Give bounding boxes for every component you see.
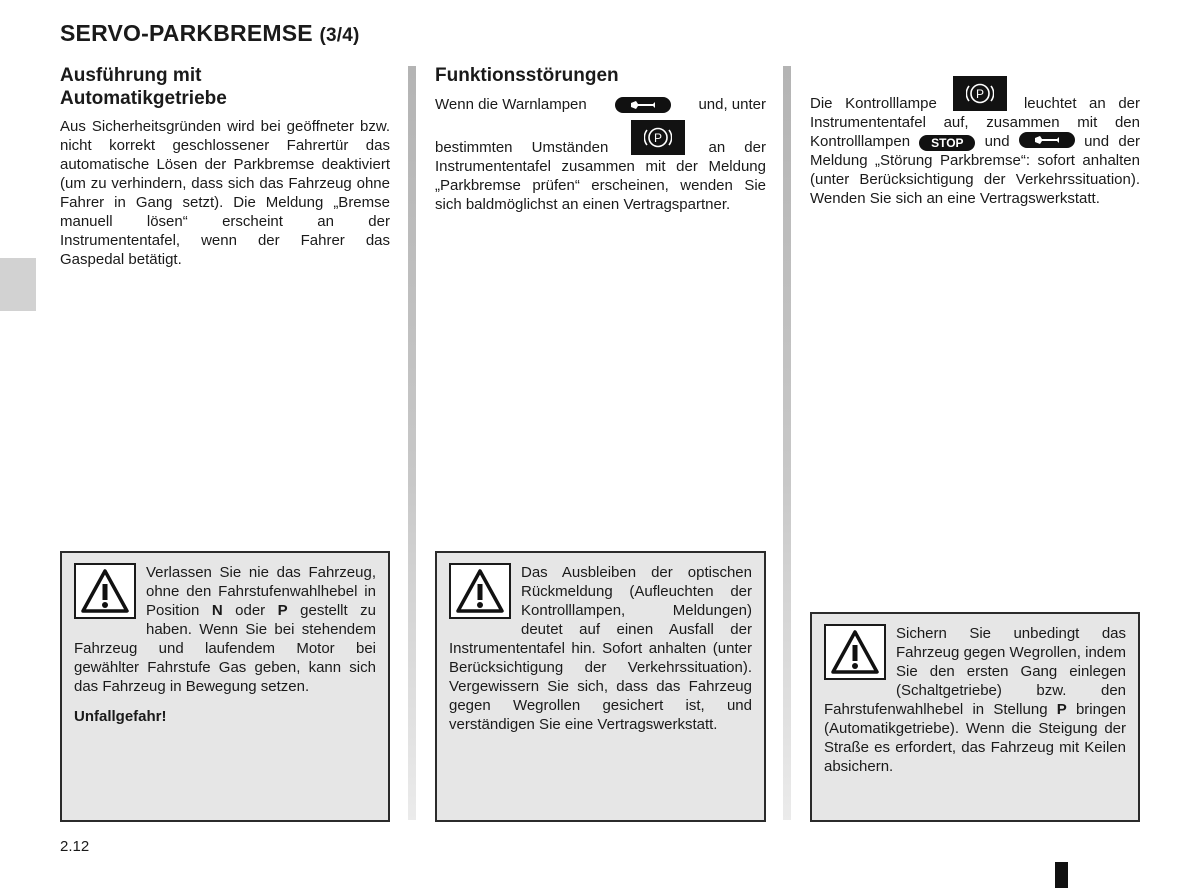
warning-triangle-icon bbox=[449, 563, 511, 619]
malfunctions-text-2: und, unter bbox=[698, 96, 766, 113]
control-lamp-text bbox=[810, 76, 1140, 208]
warning-1-bold-p: P bbox=[277, 602, 288, 619]
control-lamp-text-3: und bbox=[984, 133, 1010, 150]
warning-1-part-a: Verlassen Sie nie das Fahrzeug, ohne den Fahrstufenwahlhebel in Position bbox=[146, 564, 376, 619]
svg-text:P: P bbox=[654, 131, 663, 145]
malfunctions-text-1: Wenn die Warnlampen bbox=[435, 96, 587, 113]
control-lamp-text-4: und der Meldung „Störung Parkbremse“: sofort anhalten (unter Berücksichtigung der Verkehrssituation). Wenden Sie sich an eine Vertragswerkstatt. bbox=[810, 133, 1141, 207]
control-lamp-text-1: Die Kontrolllampe bbox=[810, 95, 937, 112]
column-3 bbox=[810, 76, 1140, 208]
parking-brake-icon bbox=[631, 120, 685, 155]
title-part: (3/4) bbox=[319, 25, 360, 46]
warning-box-1 bbox=[60, 551, 390, 822]
column-divider-1 bbox=[408, 66, 416, 820]
column-1 bbox=[60, 64, 390, 269]
wrench-icon bbox=[615, 97, 671, 113]
malfunctions-text-4: an der Instrumententafel zusammen mit der Meldung „Parkbremse prüfen“ erscheinen, wenden Sie sich baldmöglichst an einen Vertragspartner. bbox=[435, 139, 766, 213]
page-number: 2.12 bbox=[60, 838, 90, 855]
warning-box-2 bbox=[435, 551, 766, 822]
automatic-paragraph bbox=[60, 117, 390, 269]
warning-text-2: Das Ausbleiben der optischen Rückmeldung (Aufleuchten der Kontrolllampen, Meldungen) deutet auf einen Ausfall der Instrumententafel hin. Sofort anhalten (unter Berücksichtigung der Verkehrssituation). Vergewissern Sie sich, dass das Fahrzeug gegen Wegrollen gesichert ist, und verständigen Sie eine Vertragswerkstatt. bbox=[449, 564, 752, 733]
column-divider-2 bbox=[783, 66, 791, 820]
malfunctions-line-1 bbox=[435, 95, 766, 114]
svg-text:P: P bbox=[976, 87, 985, 101]
section-heading-automatic bbox=[60, 64, 390, 110]
danger-label: Unfallgefahr! bbox=[74, 708, 167, 725]
wrench-icon bbox=[1019, 132, 1075, 148]
stop-icon: STOP bbox=[919, 135, 975, 151]
warning-triangle-icon bbox=[74, 563, 136, 619]
warning-triangle-icon bbox=[824, 624, 886, 680]
heading-line-2: Automatikgetriebe bbox=[60, 88, 227, 109]
malfunctions-text-3: bestimmten Umständen bbox=[435, 139, 609, 156]
warning-1-part-c: gestellt zu haben. Wenn Sie bei stehendem Fahrzeug und laufendem Motor bei gewählter Fahrstufe Gas geben, kann sich das Fahrzeug in Bewegung setzen. bbox=[74, 602, 376, 695]
malfunctions-line-2 bbox=[435, 120, 766, 214]
control-lamp-text-2: leuchtet an der Instrumententafel auf, zusammen mit den Kontrolllampen bbox=[810, 95, 1140, 150]
section-heading-malfunctions: Funktionsstörungen bbox=[435, 65, 619, 86]
page-edge-marker bbox=[1055, 862, 1068, 888]
chapter-tab bbox=[0, 258, 36, 311]
column-2 bbox=[435, 64, 766, 214]
control-lamp-paragraph bbox=[810, 76, 1140, 208]
title-text: SERVO-PARKBREMSE bbox=[60, 20, 313, 46]
automatic-body-text: Aus Sicherheitsgründen wird bei geöffneter bzw. nicht korrekt geschlossener Fahrertür das automatische Lösen der Parkbremse deaktiviert (um zu verhindern, dass sich das Fahrzeug ohne Fahrer in Gang setzt). Die Meldung „Bremse manuell lösen“ erscheint an der Instrumententafel, wenn der Fahrer das Gaspedal betätigt. bbox=[60, 118, 390, 268]
parking-brake-icon bbox=[953, 76, 1007, 111]
warning-box-3 bbox=[810, 612, 1140, 822]
warning-1-bold-n: N bbox=[211, 602, 223, 619]
page-title bbox=[60, 20, 360, 47]
warning-3-bold-p: P bbox=[1056, 701, 1067, 718]
heading-line-1: Ausführung mit bbox=[60, 65, 202, 86]
malfunctions-paragraph bbox=[435, 95, 766, 214]
warning-3-part-b: bringen (Automatikgetriebe). Wenn die Steigung der Straße es erfordert, das Fahrzeug mit Keilen absichern. bbox=[824, 701, 1126, 775]
warning-3-part-a: Sichern Sie unbedingt das Fahrzeug gegen Wegrollen, indem Sie den ersten Gang einlegen (Schaltgetriebe) bzw. den Fahrstufenwahlhebel in Stellung bbox=[824, 625, 1126, 718]
warning-1-part-b: oder bbox=[222, 602, 278, 619]
